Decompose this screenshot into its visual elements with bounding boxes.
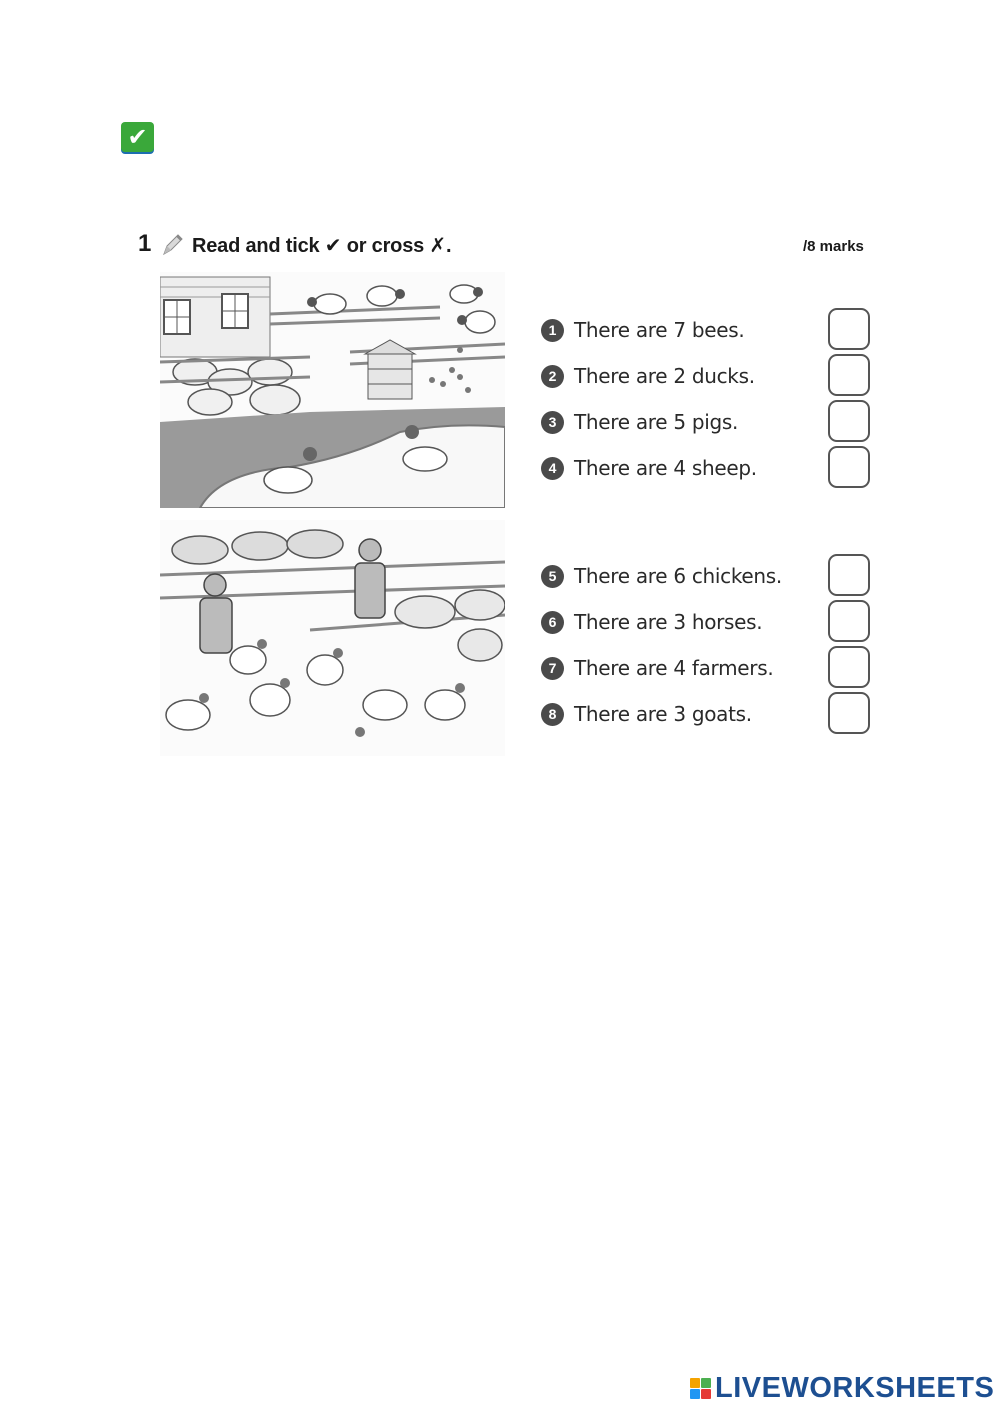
answer-box-2[interactable] bbox=[828, 354, 870, 396]
item-number: 4 bbox=[541, 457, 564, 480]
logo-square bbox=[701, 1389, 711, 1399]
logo-square bbox=[690, 1389, 700, 1399]
item-number: 8 bbox=[541, 703, 564, 726]
list-item bbox=[541, 310, 871, 350]
marks-label: /8 marks bbox=[803, 238, 864, 255]
item-text: There are 2 ducks. bbox=[574, 364, 755, 388]
item-text: There are 6 chickens. bbox=[574, 564, 782, 588]
answer-box-3[interactable] bbox=[828, 400, 870, 442]
question-number: 1 bbox=[138, 230, 152, 257]
yard-picture bbox=[160, 520, 505, 756]
brand-logo[interactable] bbox=[690, 1371, 994, 1405]
item-number: 1 bbox=[541, 319, 564, 342]
item-number: 3 bbox=[541, 411, 564, 434]
liveworksheets-icon bbox=[690, 1378, 711, 1399]
pencil-icon bbox=[158, 230, 186, 258]
farm-picture bbox=[160, 272, 505, 508]
list-item bbox=[541, 356, 871, 396]
answer-box-5[interactable] bbox=[828, 554, 870, 596]
list-item bbox=[541, 556, 871, 596]
item-text: There are 3 horses. bbox=[574, 610, 763, 634]
item-number: 5 bbox=[541, 565, 564, 588]
list-item bbox=[541, 694, 871, 734]
list-item bbox=[541, 448, 871, 488]
item-text: There are 4 farmers. bbox=[574, 656, 774, 680]
brand-name: LIVEWORKSHEETS bbox=[715, 1371, 995, 1404]
check-button[interactable] bbox=[121, 122, 154, 152]
answer-box-1[interactable] bbox=[828, 308, 870, 350]
logo-square bbox=[701, 1378, 711, 1388]
item-number: 2 bbox=[541, 365, 564, 388]
logo-square bbox=[690, 1378, 700, 1388]
answer-box-4[interactable] bbox=[828, 446, 870, 488]
list-item bbox=[541, 648, 871, 688]
item-text: There are 3 goats. bbox=[574, 702, 752, 726]
item-text: There are 7 bees. bbox=[574, 318, 745, 342]
answer-box-6[interactable] bbox=[828, 600, 870, 642]
item-number: 7 bbox=[541, 657, 564, 680]
item-number: 6 bbox=[541, 611, 564, 634]
instruction-text: Read and tick ✔ or cross ✗. bbox=[192, 235, 452, 257]
list-item bbox=[541, 402, 871, 442]
answer-box-7[interactable] bbox=[828, 646, 870, 688]
answer-box-8[interactable] bbox=[828, 692, 870, 734]
item-text: There are 4 sheep. bbox=[574, 456, 757, 480]
check-icon: ✔ bbox=[127, 123, 148, 151]
list-item bbox=[541, 602, 871, 642]
item-text: There are 5 pigs. bbox=[574, 410, 739, 434]
